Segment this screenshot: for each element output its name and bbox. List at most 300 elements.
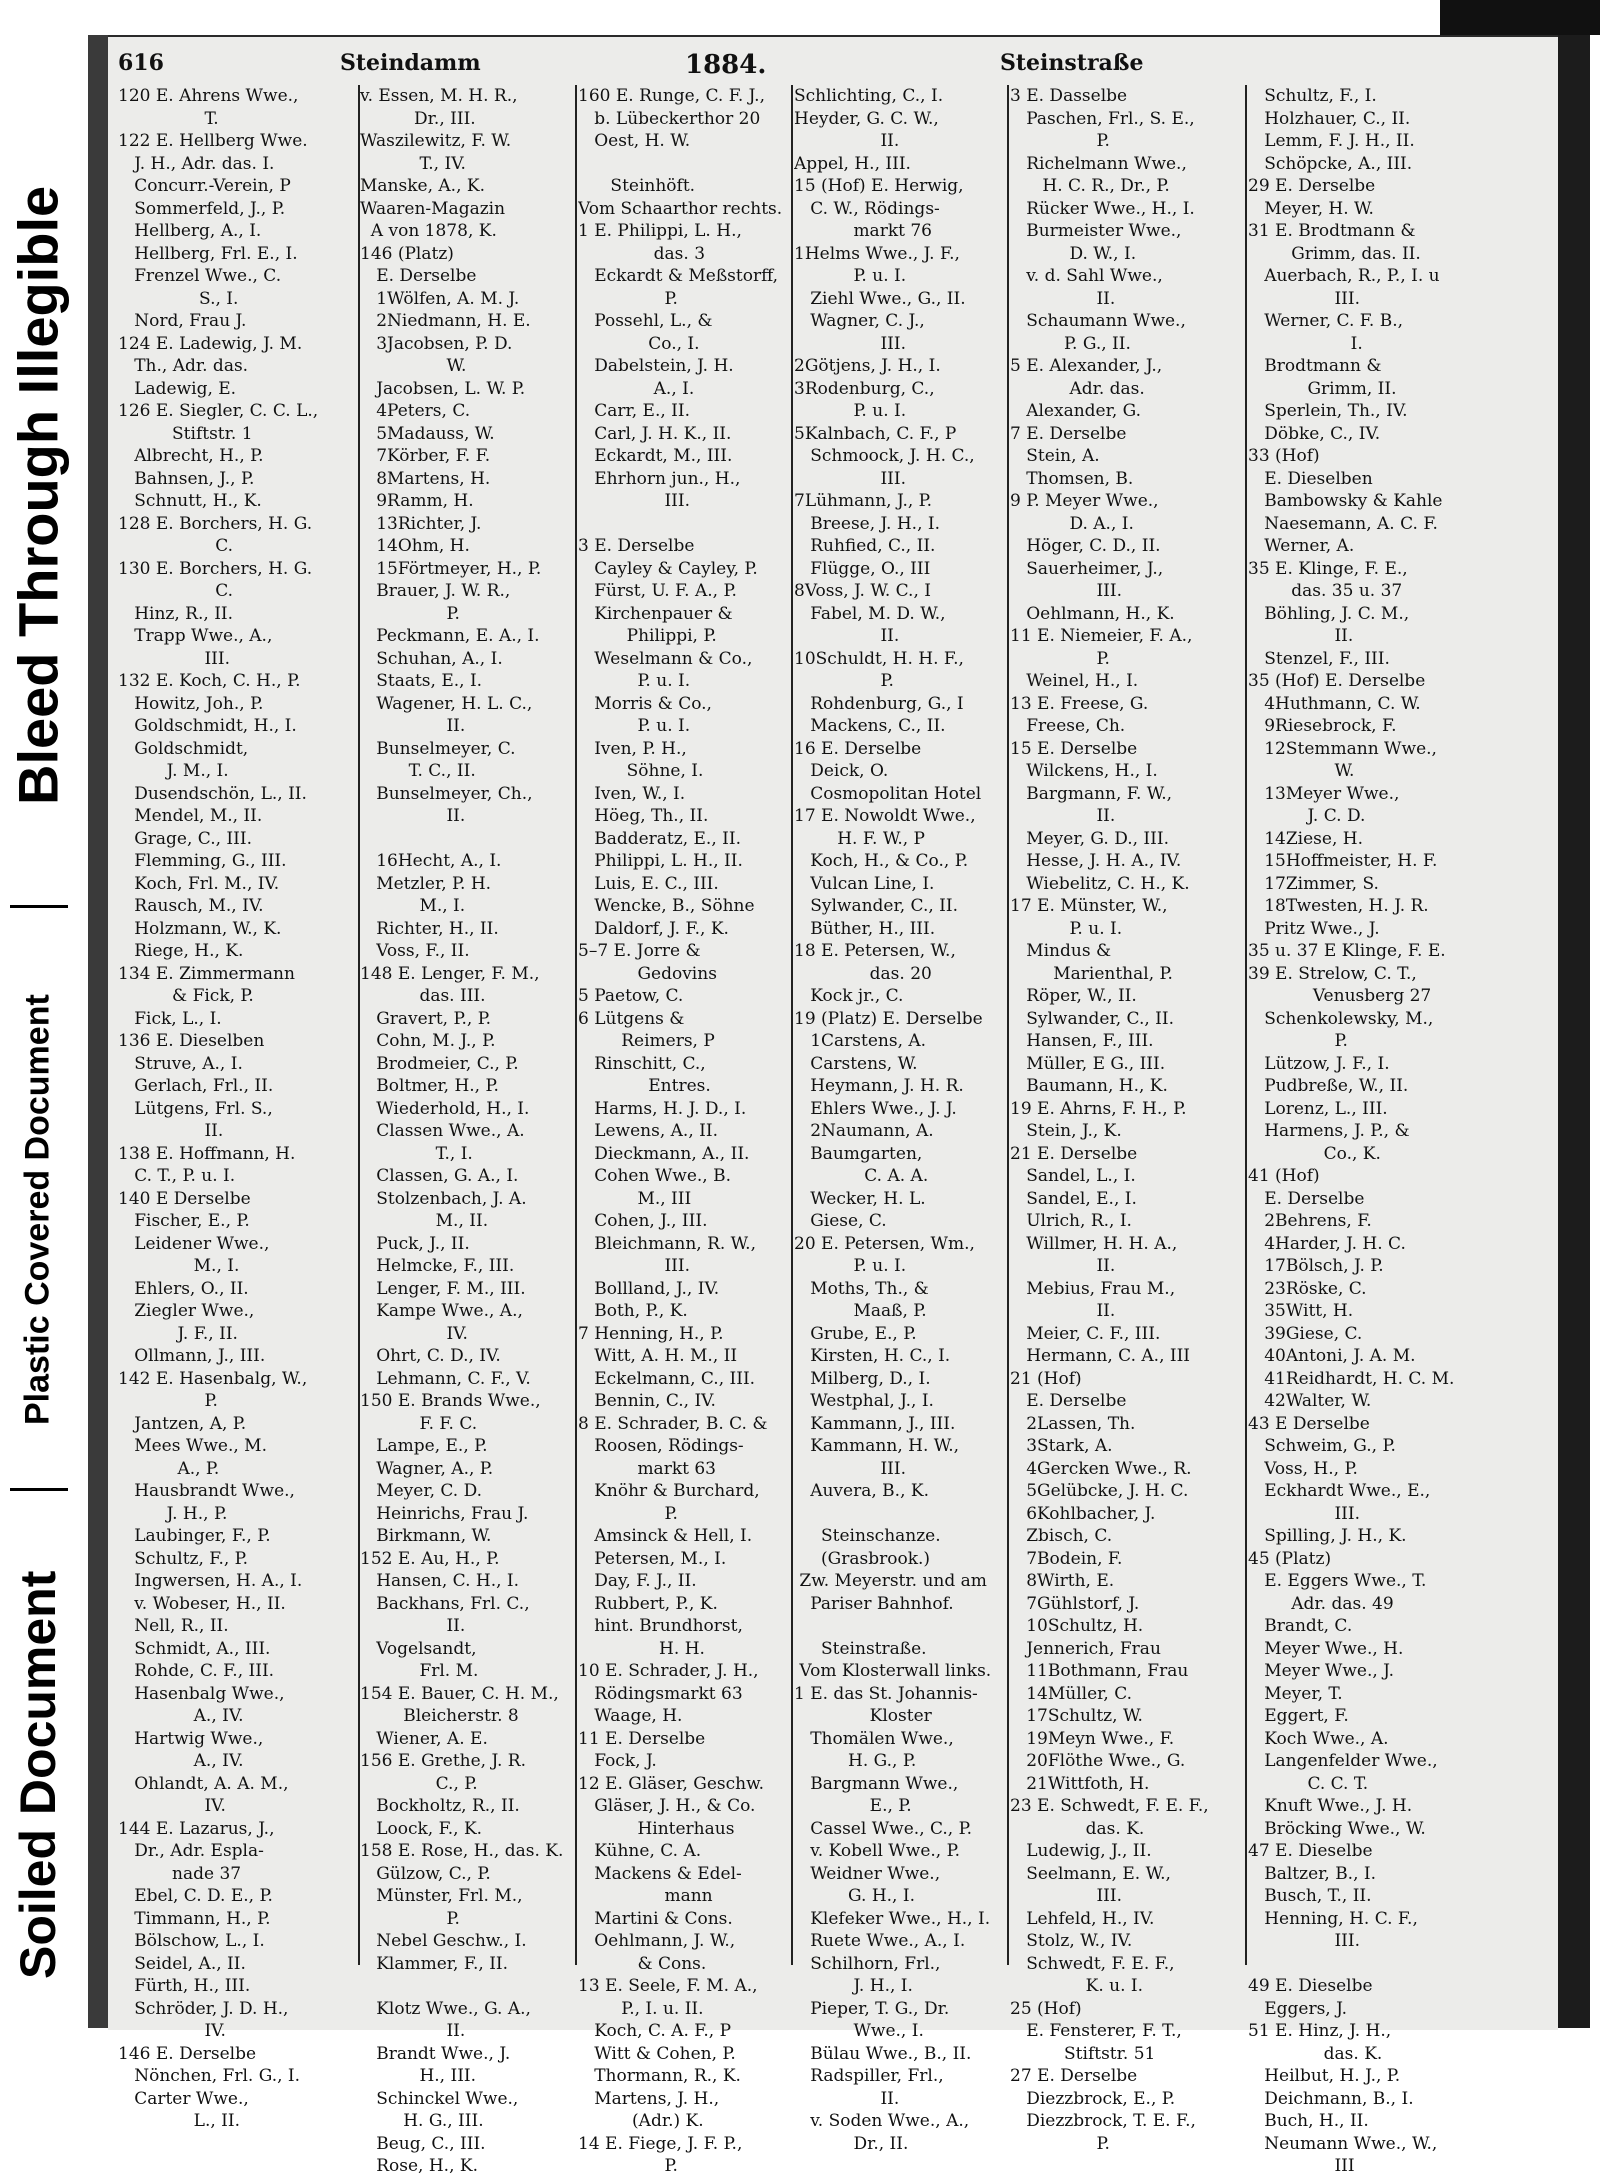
directory-entry-line: T., I. [360,1143,473,1164]
directory-entry-line: C. [118,581,234,601]
directory-entry-line: P. [578,2156,678,2176]
directory-entry-line: II. [794,2088,900,2109]
directory-entry-line: P. G., II. [1010,333,1131,354]
side-divider [10,1488,68,1491]
directory-entry-line: das. K. [1248,2043,1383,2064]
directory-entry-line: Flügge, O., III [794,558,931,579]
directory-entry-line: Söhne, I. [578,761,704,781]
directory-entry-line: Zbisch, C. [1010,1526,1113,1546]
directory-entry-line: 33 (Hof) [1248,446,1320,466]
directory-entry-line: J. C. D. [1248,806,1366,826]
directory-entry-line: Fürth, H., III. [118,1976,251,1996]
directory-entry-line: Wiederhold, H., I. [360,1098,530,1119]
directory-entry-line: 13 E. Seele, F. M. A., [578,1976,758,1996]
directory-entry-line: 4Peters, C. [360,401,471,421]
directory-entry-line: II. [1010,288,1116,309]
directory-entry-line: Loock, F., K. [360,1818,483,1839]
directory-entry-line: Auerbach, R., P., I. u [1248,266,1440,286]
directory-entry-line: Bunselmeyer, C. [360,738,516,759]
directory-entry-line: 35 E. Klinge, F. E., [1248,558,1408,579]
directory-entry-line: 5 E. Alexander, J., [1010,356,1163,376]
directory-entry-line: D. W., I. [1010,243,1137,264]
directory-entry-line: Baltzer, B., I. [1248,1863,1377,1884]
directory-entry-line: 14 E. Fiege, J. F. P., [578,2133,743,2154]
directory-entry-line: 10Schultz, H. [1010,1616,1144,1636]
directory-entry-line: II. [118,1121,224,1141]
directory-entry-line: v. Soden Wwe., A., [794,2111,970,2131]
directory-entry-line: 4Harder, J. H. C. [1248,1233,1406,1254]
directory-entry-line: Knuft Wwe., J. H. [1248,1796,1413,1816]
directory-entry-line: D. A., I. [1010,513,1134,534]
directory-entry-line: Meyer, H. W. [1248,198,1374,219]
directory-entry-line: Radspiller, Frl., [794,2066,944,2086]
directory-entry-line: Cohen Wwe., B. [578,1166,732,1186]
directory-entry-line: Adr. das. [1010,378,1145,399]
directory-entry-line: 16 E. Derselbe [794,738,922,759]
directory-entry-line: W. [360,356,467,376]
directory-entry-line: 17 E. Münster, W., [1010,896,1168,916]
directory-entry-line: Rinschitt, C., [578,1053,706,1074]
directory-entry-line: Bahnsen, J., P. [118,468,255,489]
directory-entry-line: Ehlers Wwe., J. J. [794,1098,957,1119]
directory-entry-line: E. Derselbe [1248,1188,1365,1209]
directory-entry-line: Meyer, T. [1248,1683,1343,1704]
directory-entry-line: Bleichmann, R. W., [578,1233,756,1254]
directory-entry-line: Maaß, P. [794,1301,927,1321]
directory-entry-line: 128 E. Borchers, H. G. [118,513,313,534]
directory-entry-line: 150 E. Brands Wwe., [360,1391,541,1411]
directory-entry-line: 39 E. Strelow, C. T., [1248,963,1417,984]
directory-entry-line: 11 E. Derselbe [578,1728,706,1749]
directory-entry-line: 21 (Hof) [1010,1368,1082,1389]
directory-entry-line: Brodtmann & [1248,356,1382,376]
directory-entry-line: Cayley & Cayley, P. [578,558,758,579]
directory-entry-line: P. u. I. [1010,918,1123,939]
directory-entry-line: Rose, H., K. [360,2156,478,2176]
directory-entry-line: Diezzbrock, E., P. [1010,2088,1176,2109]
directory-entry-line: Sylwander, C., II. [794,896,958,916]
directory-entry-line: Schnutt, H., K. [118,491,262,511]
directory-entry-line: Hansen, F., III. [1010,1031,1154,1051]
directory-entry-line: Meier, C. F., III. [1010,1323,1161,1344]
directory-entry-line: Schilhorn, Frl., [794,1953,941,1974]
directory-entry-line: Birkmann, W. [360,1526,492,1546]
directory-entry-line: Hermann, C. A., III [1010,1346,1191,1366]
directory-entry-line: Nell, R., II. [118,1616,229,1636]
directory-entry-line: Sommerfeld, J., P. [118,198,286,219]
directory-entry-line: Voss, H., P. [1248,1458,1358,1479]
directory-entry-line: 1Carstens, A. [794,1031,927,1051]
directory-entry-line: Manske, A., K. [360,176,485,196]
directory-entry-line: Possehl, L., & [578,311,713,331]
directory-entry-line [578,153,790,176]
directory-entry-line: H. G., III. [360,2111,484,2131]
directory-entry-line: Helmcke, F., III. [360,1256,515,1276]
directory-entry-line: Mees Wwe., M. [118,1436,267,1456]
directory-entry-line: Sauerheimer, J., [1010,558,1164,579]
directory-entry-line: Wiener, A. E. [360,1728,488,1749]
directory-entry-line: Classen Wwe., A. [360,1121,525,1141]
directory-entry-line: Zw. Meyerstr. und am [794,1571,987,1591]
directory-entry-line: Eckardt, M., III. [578,446,733,466]
directory-entry-line: III. [1248,1931,1361,1951]
directory-entry-line: 126 E. Siegler, C. C. L., [118,401,319,421]
page-number: 616 [118,50,164,76]
directory-entry-line: Vogelsandt, [360,1638,477,1659]
directory-entry-line: P. u. I. [794,401,907,421]
directory-entry-line [794,1615,1006,1638]
directory-entry-line: Weselmann & Co., [578,648,753,669]
directory-entry-line: Iven, W., I. [578,783,686,804]
directory-entry-line: Classen, G. A., I. [360,1166,519,1186]
directory-entry-line: Voss, F., II. [360,941,470,961]
directory-entry-line: W. [1248,761,1355,781]
directory-entry-line: II. [360,1616,466,1636]
directory-entry-line: Koch Wwe., A. [1248,1728,1389,1749]
column-5 [1010,85,1245,2155]
directory-entry-line: Ehrhorn jun., H., [578,468,741,489]
directory-entry-line: Stiftstr. 1 [118,423,253,444]
directory-entry-line: 140 E Derselbe [118,1188,251,1209]
directory-entry-line: Riege, H., K. [118,941,244,961]
directory-entry-line: Vom Klosterwall links. [794,1661,992,1681]
directory-entry-line: 27 E. Derselbe [1010,2066,1138,2086]
directory-entry-line: Witt, A. H. M., II [578,1346,738,1366]
directory-entry-line: Luis, E. C., III. [578,873,719,894]
directory-entry-line: Mindus & [1010,941,1112,961]
directory-entry-line: 21 E. Derselbe [1010,1143,1138,1164]
directory-entry-line: Stein, J., K. [1010,1121,1122,1141]
directory-entry-line: Pudbreße, W., II. [1248,1076,1409,1096]
directory-entry-line: A., P. [118,1458,220,1479]
directory-entry-line: Neumann Wwe., W., [1248,2133,1438,2154]
directory-entry-line: (Grasbrook.) [794,1548,931,1569]
directory-entry-line: Döbke, C., IV. [1248,423,1381,444]
directory-entry-line: Nebel Geschw., I. [360,1931,527,1951]
directory-entry-line: 25 (Hof) [1010,1998,1082,2019]
directory-entry-line: Badderatz, E., II. [578,828,741,849]
directory-entry-line: Hinz, R., II. [118,603,234,624]
directory-entry-line: E. Eggers Wwe., T. [1248,1571,1427,1591]
directory-entry-line: Richter, H., II. [360,918,499,939]
directory-entry-line: T., IV. [360,153,466,174]
directory-entry-line: Meyer, C. D. [360,1481,483,1501]
directory-entry-line: H. G., P. [794,1751,917,1771]
directory-entry-line: III. [1010,1886,1123,1906]
directory-entry-line: Dieckmann, A., II. [578,1143,750,1164]
directory-entry-line: Deichmann, B., I. [1248,2088,1414,2109]
directory-entry-line: 3Rodenburg, C., [794,378,935,399]
directory-entry-line: mann [578,1886,713,1906]
directory-entry-line: Gravert, P., P. [360,1008,492,1029]
directory-entry-line: Roosen, Rödings- [578,1436,744,1456]
directory-entry-line: 10 E. Schrader, J. H., [578,1661,759,1681]
directory-entry-line: Harmens, J. P., & [1248,1121,1410,1141]
directory-entry-line: 12Stemmann Wwe., [1248,738,1437,759]
directory-entry-line: Philippi, L. H., II. [578,851,743,871]
directory-entry-line: Büther, H., III. [794,918,936,939]
directory-entry-line: 5Gelübcke, J. H. C. [1010,1481,1189,1501]
directory-entry-line: I. [1248,333,1363,354]
directory-entry-line: Rausch, M., IV. [118,896,264,916]
directory-entry-line: Mackens & Edel- [578,1863,742,1884]
directory-entry-line: 17Schultz, W. [1010,1706,1143,1726]
directory-entry-line: J. H., Adr. das. I. [118,153,275,174]
directory-entry-line: Peckmann, E. A., I. [360,626,540,646]
directory-entry-line: Oest, H. W. [578,131,691,151]
directory-entry-line: 14Ziese, H. [1248,828,1363,849]
directory-entry-line: 3 E. Dasselbe [1010,86,1128,106]
directory-entry-line: Lehmann, C. F., V. [360,1368,531,1389]
directory-entry-line: markt 63 [578,1458,716,1479]
directory-entry-line: Vom Schaarthor rechts. [578,198,783,219]
directory-entry-line: Bargmann, F. W., [1010,783,1173,804]
directory-entry-line: Grube, E., P. [794,1323,917,1344]
directory-entry-line: C., P. [360,1773,478,1794]
column-rule [575,85,577,1965]
directory-entry-line: 1 E. Philippi, L. H., [578,221,742,241]
directory-entry-line: Amsinck & Hell, I. [578,1526,753,1546]
directory-entry-line: Böhling, J. C. M., [1248,603,1410,624]
directory-entry-line: 35 (Hof) E. Derselbe [1248,671,1426,691]
directory-entry-line: H. H. [578,1638,705,1659]
directory-entry-line: III. [578,1256,691,1276]
directory-entry-line: Goldschmidt, H., I. [118,716,297,736]
directory-entry-line: Eckhardt Wwe., E., [1248,1481,1431,1501]
directory-entry-line: II. [794,626,900,646]
directory-entry-line [360,1975,575,1998]
directory-entry-line: Gerlach, Frl., II. [118,1076,274,1096]
directory-entry-line: Seidel, A., II. [118,1953,246,1974]
directory-entry-line: Ladewig, E. [118,378,237,399]
directory-entry-line: Klammer, F., II. [360,1953,509,1974]
directory-entry-line: Höeg, Th., II. [578,806,709,826]
directory-entry-line: das. K. [1010,1818,1145,1839]
directory-entry-line: 132 E. Koch, C. H., P. [118,671,301,691]
directory-entry-line: Hesse, J. H. A., IV. [1010,851,1182,871]
directory-entry-line: Schweim, G., P. [1248,1436,1396,1456]
directory-entry-line: H., III. [360,2066,477,2086]
directory-entry-line: Grimm, das. II. [1248,243,1421,264]
directory-entry-line: Giese, C. [794,1211,887,1231]
directory-entry-line: Vulcan Line, I. [794,873,935,894]
directory-entry-line: Entres. [578,1076,711,1096]
bleed-through-label: Bleed Through Illegible [6,185,70,805]
directory-entry-line: Schlichting, C., I. [794,86,944,106]
soiled-document-label: Soiled Document [10,1570,66,1980]
directory-entry-line: Carstens, W. [794,1053,918,1074]
directory-entry-line: Stein, A. [1010,446,1100,466]
directory-entry-line: Laubinger, F., P. [118,1526,271,1546]
directory-entry-line: Rohdenburg, G., I [794,693,964,714]
directory-entry-line: 6Kohlbacher, J. [1010,1503,1156,1524]
directory-entry-line: 9Riesebrock, F. [1248,716,1397,736]
directory-entry-line: J. H., I. [794,1976,913,1996]
directory-entry-line: 51 E. Hinz, J. H., [1248,2021,1392,2041]
column-rule [1245,85,1247,1965]
directory-entry-line: 14Müller, C. [1010,1683,1133,1704]
directory-entry-line: 13Meyer Wwe., [1248,783,1400,804]
directory-entry-line: Meyer Wwe., H. [1248,1638,1404,1659]
directory-entry-line: M., I. [118,1256,240,1276]
directory-columns [118,85,1538,2176]
directory-entry-line: Hausbrandt Wwe., [118,1481,295,1501]
directory-entry-line: Holzhauer, C., II. [1248,108,1411,129]
directory-entry-line: Lampe, E., P. [360,1436,488,1456]
directory-entry-line: Schultz, F., P. [118,1548,249,1569]
directory-entry-line: 35 u. 37 E Klinge, F. E. [1248,941,1446,961]
directory-entry-line: Carl, J. H. K., II. [578,423,732,444]
directory-entry-line: Klefeker Wwe., H., I. [794,1908,991,1929]
directory-entry-line: nade 37 [118,1863,242,1884]
directory-entry-line: Lenger, F. M., III. [360,1278,526,1299]
directory-entry-line: Rohde, C. F., III. [118,1661,275,1681]
directory-entry-line: S., I. [118,288,239,309]
directory-entry-line: Grimm, II. [1248,378,1397,399]
directory-entry-line: Stolz, W., IV. [1010,1931,1133,1951]
directory-entry-line: Deick, O. [794,761,889,781]
directory-entry-line: Timmann, H., P. [118,1908,271,1929]
directory-entry-line: 8Martens, H. [360,468,491,489]
directory-entry-line: Iven, P. H., [578,738,687,759]
directory-entry-line: 13 E. Freese, G. [1010,693,1149,714]
directory-entry-line: Day, F. J., II. [578,1571,697,1591]
directory-entry-line: Oehlmann, J. W., [578,1931,736,1951]
directory-entry-line: Staats, E., I. [360,671,483,691]
directory-entry-line: Witt & Cohen, P. [578,2043,736,2064]
directory-entry-line: Albrecht, H., P. [118,446,264,466]
page-edge [1558,35,1590,2028]
directory-entry-line: Dr., III. [360,108,476,129]
directory-entry-line: Flemming, G., III. [118,851,287,871]
directory-entry-line: Nord, Frau J. [118,311,247,331]
directory-entry-line: hint. Brundhorst, [578,1616,743,1636]
directory-entry-line: 15Hoffmeister, H. F. [1248,851,1438,871]
directory-entry-line: Heinrichs, Frau J. [360,1503,529,1524]
directory-entry-line: 120 E. Ahrens Wwe., [118,86,299,106]
directory-entry-line: Co., K. [1248,1143,1381,1164]
directory-entry-line: II. [360,806,466,826]
directory-entry-line: Ohrt, C. D., IV. [360,1346,501,1366]
book-spine [88,35,108,2028]
directory-entry-line: Diezzbrock, T. E. F., [1010,2111,1196,2131]
directory-entry-line: J. H., P. [118,1503,228,1524]
directory-entry-line: Höger, C. D., II. [1010,536,1161,556]
directory-entry-line: L., II. [118,2111,240,2131]
directory-entry-line: J. F., II. [118,1323,238,1344]
directory-entry-line: Th., Adr. das. [118,356,249,376]
directory-entry-line: 13Richter, J. [360,513,482,534]
directory-entry-line: 4Gercken Wwe., R. [1010,1458,1192,1479]
directory-entry-line: H. C. R., Dr., P. [1010,176,1170,196]
directory-entry-line: 7Gühlstorf, J. [1010,1593,1140,1614]
directory-entry-line: 17Zimmer, S. [1248,873,1379,894]
directory-entry-line: P., I. u. II. [578,1998,704,2019]
directory-entry-line: P. [118,1391,218,1411]
directory-entry-line: das. 35 u. 37 [1248,581,1403,601]
directory-entry-line: Paschen, Frl., S. E., [1010,108,1195,129]
directory-entry-line: III. [578,491,691,511]
directory-entry-line: Schmoock, J. H. C., [794,446,975,466]
directory-entry-line: Richelmann Wwe., [1010,153,1187,174]
directory-entry-line: 15 (Hof) E. Herwig, [794,176,964,196]
directory-entry-line: 16Hecht, A., I. [360,851,502,871]
directory-entry-line: Waaren-Magazin [360,198,506,219]
directory-entry-line: Ruete Wwe., A., I. [794,1931,966,1951]
directory-entry-line: P. [578,1503,678,1524]
directory-entry-line: J. M., I. [118,761,229,781]
directory-entry-line: Appel, H., III. [794,153,911,174]
directory-entry-line: Ehlers, O., II. [118,1278,249,1299]
directory-entry-line: Morris & Co., [578,693,712,714]
directory-entry-line: Waage, H. [578,1706,683,1726]
directory-entry-line: Thomälen Wwe., [794,1728,954,1749]
directory-entry-line: 14Ohm, H. [360,536,470,556]
directory-entry-line: Fischer, E., P. [118,1211,250,1231]
directory-entry-line: Lehfeld, H., IV. [1010,1908,1155,1929]
directory-entry-line: P. [1010,131,1110,151]
directory-entry-line: Burmeister Wwe., [1010,221,1182,241]
directory-entry-line: C. A. A. [794,1166,929,1186]
directory-entry-line: Bröcking Wwe., W. [1248,1818,1426,1839]
directory-entry-line: Knöhr & Burchard, [578,1481,760,1501]
directory-entry-line: Bambowsky & Kahle [1248,491,1443,511]
directory-entry-line: Meyer Wwe., J. [1248,1661,1395,1681]
directory-entry-line: 12 E. Gläser, Geschw. [578,1773,765,1794]
directory-entry-line: Baumgarten, [794,1143,923,1164]
directory-entry-line: Kühne, C. A. [578,1841,702,1861]
directory-entry-line: 3 E. Derselbe [578,536,695,556]
directory-entry-line: Koch, C. A. F., P [578,2021,732,2041]
directory-entry-line: 31 E. Brodtmann & [1248,221,1416,241]
directory-entry-line: Lewens, A., II. [578,1121,718,1141]
directory-entry-line: Bleicherstr. 8 [360,1706,519,1726]
directory-entry-line: 124 E. Ladewig, J. M. [118,333,303,354]
directory-entry-line: Bollland, J., IV. [578,1278,720,1299]
directory-entry-line: 17Bölsch, J. P. [1248,1256,1384,1276]
directory-entry-line: 1 E. das St. Johannis- [794,1683,978,1704]
directory-entry-line: Heilbut, H. J., P. [1248,2066,1401,2086]
directory-entry-line: 8Wirth, E. [1010,1571,1115,1591]
directory-entry-line: Gedovins [578,963,717,984]
directory-entry-line: E. Derselbe [360,266,477,286]
directory-entry-line: Oehlmann, H., K. [1010,603,1175,624]
directory-entry-line: Howitz, Joh., P. [118,693,264,714]
directory-entry-line: Fick, L., I. [118,1008,222,1029]
directory-entry-line: 35Witt, H. [1248,1301,1354,1321]
directory-entry-line: Sperlein, Th., IV. [1248,401,1408,421]
directory-entry-line: 17 E. Nowoldt Wwe., [794,806,976,826]
directory-entry-line: 134 E. Zimmermann [118,963,295,984]
directory-entry-line: 20Flöthe Wwe., G. [1010,1751,1186,1771]
directory-entry-line: Alexander, G. [1010,401,1142,421]
directory-entry-line: Schmidt, A., III. [118,1638,271,1659]
directory-entry-line: Thomsen, B. [1010,468,1134,489]
directory-entry-line: Schwedt, F. E. F., [1010,1953,1175,1974]
directory-entry-line: Stenzel, F., III. [1248,648,1390,669]
directory-entry-line: II. [1010,1256,1116,1276]
scan-border-top [1440,0,1600,35]
directory-entry-line: 7Körber, F. F. [360,446,491,466]
directory-entry-line: III [1248,2156,1355,2176]
directory-entry-line: Mackens, C., II. [794,716,946,736]
directory-entry-line: 152 E. Au, H., P. [360,1548,500,1569]
directory-entry-line: Lorenz, L., III. [1248,1098,1388,1119]
directory-entry-line: Harms, H. J. D., I. [578,1098,747,1119]
directory-entry-line: Nönchen, Frl. G., I. [118,2066,301,2086]
directory-entry-line: Schenkolewsky, M., [1248,1008,1434,1029]
directory-entry-line: E. Fensterer, F. T., [1010,2021,1182,2041]
